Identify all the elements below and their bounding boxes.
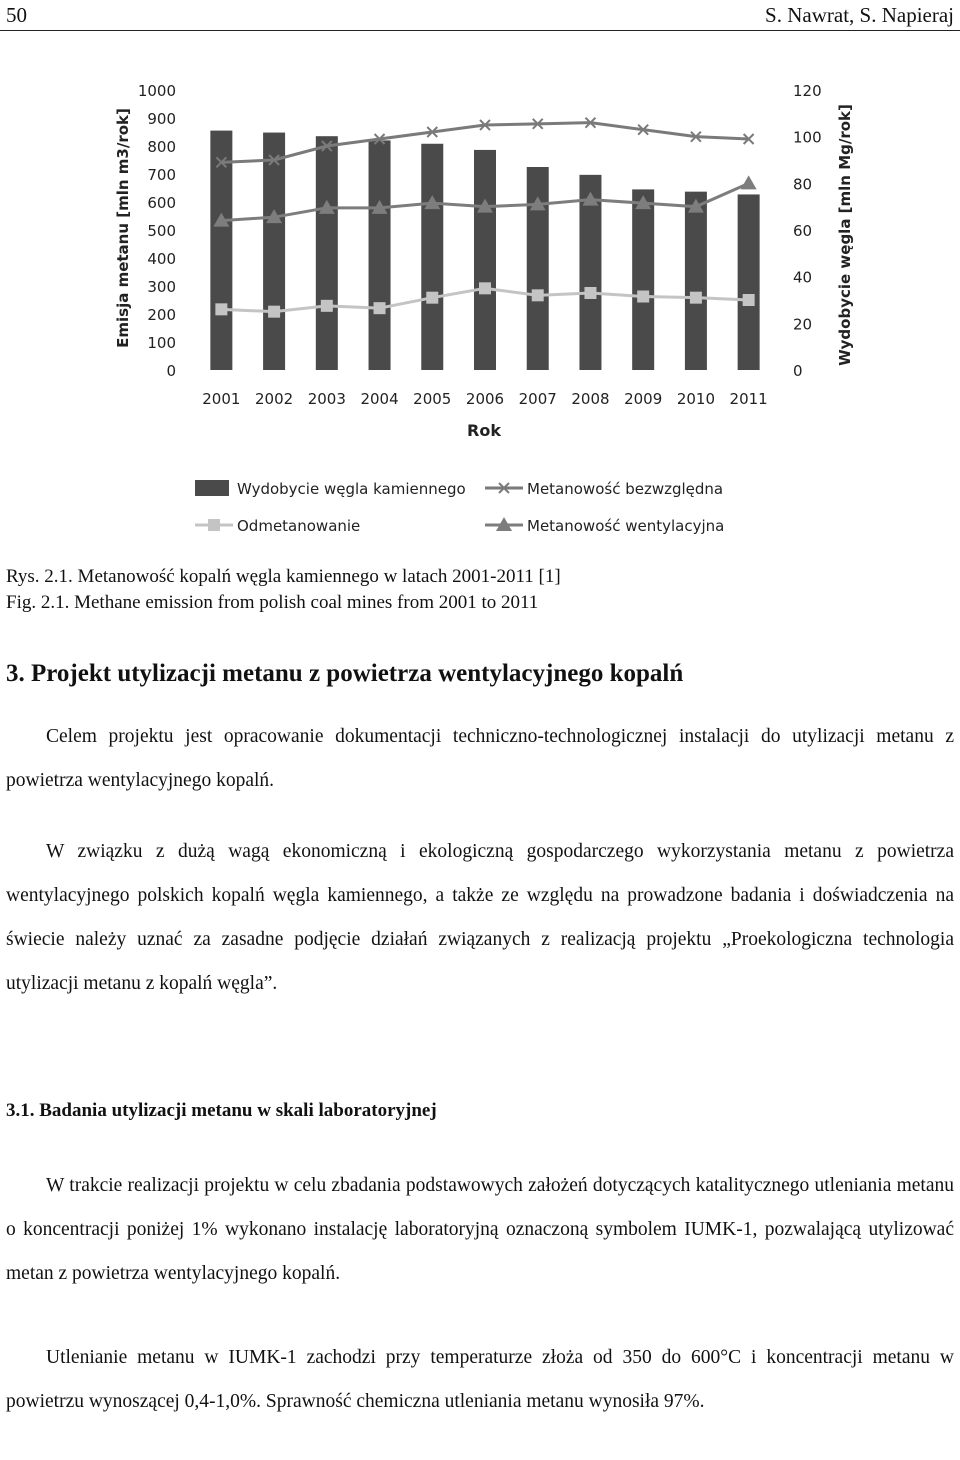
y-tick-label-right: 100 <box>793 128 822 147</box>
section-3-paragraph-1: Celem projektu jest opracowanie dokumentacji techniczno-technologicznej instalacji do utylizacji metanu z powietrza wentylacyjnego kopalń. <box>6 726 954 791</box>
y-tick-label-left: 600 <box>147 194 176 212</box>
y-tick-label-left: 800 <box>147 138 176 156</box>
point-odmetanowanie <box>426 292 438 304</box>
y-tick-label-right: 40 <box>793 268 813 287</box>
y-tick-label-left: 400 <box>147 250 176 268</box>
bar-coal-output <box>474 150 496 370</box>
y-tick-label-left: 700 <box>147 166 176 184</box>
point-odmetanowanie <box>532 289 544 301</box>
x-tick-label: 2007 <box>518 390 557 408</box>
y-tick-label-right: 80 <box>793 175 813 194</box>
point-odmetanowanie <box>690 292 702 304</box>
page-header <box>0 0 960 31</box>
legend-label: Odmetanowanie <box>237 517 361 535</box>
bar-coal-output <box>632 189 654 370</box>
y-tick-label-left: 100 <box>147 334 176 352</box>
y-tick-label-left: 0 <box>166 362 176 380</box>
point-odmetanowanie <box>374 302 386 314</box>
bar-coal-output <box>685 192 707 370</box>
point-odmetanowanie <box>215 303 227 315</box>
point-odmetanowanie <box>637 291 649 303</box>
section-3-heading: 3. Projekt utylizacji metanu z powietrza wentylacyjnego kopalń <box>6 660 684 687</box>
y-tick-label-left: 300 <box>147 278 176 296</box>
y-tick-label-right: 120 <box>793 82 822 100</box>
point-odmetanowanie <box>479 282 491 294</box>
x-tick-label: 2001 <box>202 390 241 408</box>
legend-label: Metanowość bezwzględna <box>527 480 724 498</box>
methane-emission-chart <box>0 70 960 550</box>
x-tick-label: 2005 <box>413 390 452 408</box>
x-tick-label: 2002 <box>254 390 294 408</box>
y-tick-label-left: 500 <box>147 222 176 240</box>
bar-coal-output <box>421 144 443 370</box>
section-3-1-paragraph-1: W trakcie realizacji projektu w celu zbadania podstawowych założeń dotyczących katalitycznego utleniania metanu o koncentracji poniżej 1% wykonano instalację laboratoryjną oznaczoną symbolem IUMK-1, pozwalającą utylizować metan z powietrza wentylacyjnego kopalń. <box>6 1175 954 1284</box>
y-tick-label-left: 200 <box>147 306 176 324</box>
bar-coal-output <box>369 140 391 370</box>
y-axis-label-left: Emisja metanu [mln m3/rok] <box>114 108 132 348</box>
legend-label: Wydobycie węgla kamiennego <box>237 480 466 498</box>
section-3-paragraph-2: W związku z dużą wagą ekonomiczną i ekologiczną gospodarczego wykorzystania metanu z powietrza wentylacyjnego polskich kopalń węgla kamiennego, a także ze względu na prowadzone badania i doświadczenia na świecie należy uznać za zasadne podjęcie działań związanych z realizacją projektu „Proekologiczna technologia utylizacji metanu z kopalń węgla”. <box>6 841 954 994</box>
y-tick-label-right: 60 <box>793 222 813 240</box>
bar-coal-output <box>316 136 338 370</box>
x-tick-label: 2009 <box>624 390 663 408</box>
x-tick-label: 2004 <box>360 390 399 408</box>
y-tick-label-right: 0 <box>793 362 803 380</box>
point-odmetanowanie <box>743 294 755 306</box>
y-axis-label-right: Wydobycie węgla [mln Mg/rok] <box>836 104 854 366</box>
point-odmetanowanie <box>584 287 596 299</box>
running-head-authors: S. Nawrat, S. Napieraj <box>765 3 954 27</box>
x-axis-label: Rok <box>467 421 501 440</box>
bar-coal-output <box>738 194 760 370</box>
figure-caption-english: Fig. 2.1. Methane emission from polish coal mines from 2001 to 2011 <box>6 592 539 613</box>
legend-label: Metanowość wentylacyjna <box>527 517 725 535</box>
x-tick-label: 2008 <box>571 390 610 408</box>
bar-coal-output <box>210 131 232 370</box>
legend-swatch-bar <box>195 480 229 496</box>
page-number: 50 <box>6 3 27 27</box>
y-tick-label-left: 1000 <box>137 82 176 100</box>
point-odmetanowanie <box>268 306 280 318</box>
figure-caption-polish: Rys. 2.1. Metanowość kopalń węgla kamiennego w latach 2001-2011 [1] <box>6 566 561 587</box>
x-tick-label: 2010 <box>676 390 716 408</box>
x-tick-label: 2011 <box>729 390 768 408</box>
y-tick-label-left: 900 <box>147 110 176 128</box>
x-tick-label: 2006 <box>465 390 505 408</box>
section-3-1-paragraph-2: Utlenianie metanu w IUMK-1 zachodzi przy temperaturze złoża od 350 do 600°C i koncentracji metanu w powietrzu wynoszącej 0,4-1,0%. Sprawność chemiczna utleniania metanu wynosiła 97%. <box>6 1347 954 1412</box>
y-tick-label-right: 20 <box>793 315 813 334</box>
x-tick-label: 2003 <box>307 390 346 408</box>
point-odmetanowanie <box>321 300 333 312</box>
bar-coal-output <box>263 133 285 370</box>
section-3-1-heading: 3.1. Badania utylizacji metanu w skali laboratoryjnej <box>6 1100 437 1121</box>
chart-legend <box>195 480 724 535</box>
point-metanowosc-wentylacyjna <box>741 175 757 189</box>
legend-swatch-marker <box>208 519 220 531</box>
